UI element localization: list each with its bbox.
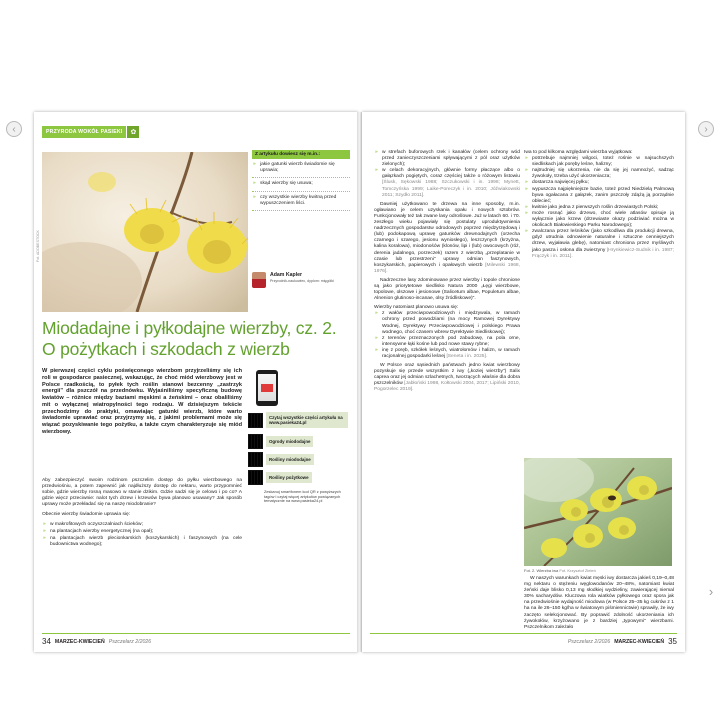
body-paragraph (374, 363, 520, 393)
summary-item: » czy wszystkie wierzby kwitną przed wypuszczeniem liści. (252, 192, 350, 211)
citation: [Seneta i in. 2025]. (446, 354, 488, 359)
author-name: Adam Kapler (270, 272, 302, 278)
article-summary-box (252, 150, 350, 211)
list-item-text: w celach dekoracyjnych, głównie formy płaczące albo o gałązkach pogiętych, coraz częściej także o różowym listowiu (382, 168, 520, 180)
summary-heading: Z artykułu dowiesz się m.in.: (252, 150, 350, 159)
list-intro: Obecnie wierzby świadomie uprawia się: (42, 512, 131, 518)
paragraph-text: W Polsce oraz sąsiednich państwach jedno kwiat wierzbowy pozyskuje się przede wszystkim z iwy („koziej wierzby") Salix caprea oraz jej odmian szlachetnych, tworzących właśnie dla dobra pszczelników (374, 363, 520, 387)
citation: [Jabłoński 1998, Kołtowski 2004, 2017; Lipiński 2010, Pogorzelec 2019]. (374, 381, 520, 393)
caption-credit: Fot. Krzysztof Zieleń (559, 568, 596, 573)
photo-caption (524, 568, 596, 573)
list-item: » z wałów przeciwpowodziowych i międzywala, w ramach ochrony przed powodziami (na mocy Ramowej Dyrektywy Wodnej, Dyrektywy Przeciwpowodziowej i polskiego Prawa wodnego, choć czasem wbrew Dyrektywie Siedliskowej); (374, 311, 520, 335)
body-paragraph: W naszych warunkach kwiat męski iwy dostarcza jakieś 0,19–0,48 mg nektaru o stężeniu węglowodanów 20–48%, natomiast kwiat żeński daje blisko 0,13 mg słodkiej wydzieliny, zawierającej niemal 30% sacharydów. Kluczowa rola wiatków pyłkowego oraz spora jak na przedwiośnie wydajność miodowa (w Polsce 25–35 kg cukrów z 1 ha na ile 26–150 kg/ha w światowym piśmiennictwie) sprawiły, że iwy zaczęto selekcjonować. By poprawić zdolność ukorzeniania ich żywokołów, krzyżowano je z bardziej „typowymi" wierzbami. Pszczelnikom zależało (524, 576, 674, 630)
page-footer-right (568, 637, 677, 646)
qr-caption: Czytaj wszystkie części artykułu na www.pasieka24.pl (266, 412, 348, 428)
right-page (362, 112, 685, 652)
bee-badge-icon: ✿ (127, 126, 139, 138)
body-paragraph: Nadrzeczne lasy zdominowane przez wierzby i topole chronione są jako priorytetowe siedlisko Natura 2000 „Łęgi wierzbowe, topolowe, olszowe i jesionowe (Salicetum albae, Populetum albae, Alnenion glutinoso-incanae, olsy źródliskowe)". (374, 277, 520, 302)
section-label-bar (42, 126, 139, 138)
author-avatar (252, 272, 266, 288)
summary-item: » skąd wierzby się usuwa; (252, 178, 350, 191)
list-item: » kwitnie jako jedna z pierwszych roślin drzewiastych Polski; (524, 205, 674, 211)
list-item: » dostarcza najwięcej pyłku; (524, 180, 674, 186)
list-item: » na plantacjach wierzby energetycznej (na opał); (42, 529, 242, 535)
article-title: Miodadajne i pyłkodajne wierzby, cz. 2. O pożytkach i szkodach z wierzb (42, 318, 337, 359)
next-page-icon[interactable]: › (698, 121, 714, 137)
qr-code-icon (248, 413, 263, 428)
list-item: » w strefach buforowych rzek i kanałów (celem ochrony wód przed zanieczyszczeniami spływającymi z pól oraz użytków zielonych); (374, 150, 520, 168)
list-item: » w makrofitowych oczyszczalniach ścieków; (42, 522, 242, 528)
right-column-2 (524, 150, 674, 263)
article-lead: W pierwszej części cyklu poświęconego wierzbom przyjrzeliśmy się ich roli w gospodarce pasiecznej, wskazując, że choć miód wierzbowy jest w Polsce rzadkością, to pyłek tych roślin stanowi bezcenny „zastrzyk energii" dla pszczół na przednówku. Wyjaśniliśmy specyficzną budowę kwiatów – różnice między baziami męskimi a żeńskimi – oraz obaliliśmy mit o wyłącznej wiatropylności tego rodzaju. W dzisiejszym tekście przechodzimy do praktyki, omawiając gatunki wierzb, które warto świadomie uprawiać oraz przyjrzymy się, z jakimi problemami może się wiązać pozyskiwanie tego pożytku, a także czym charakteryzuje się miód wierzbowy. (42, 368, 242, 435)
summary-item: » jakie gatunki wierzb świadomie się uprawia; (252, 159, 350, 178)
list-intro: Iwa to pod kilkoma względami wierzba wyjątkowa: (524, 150, 633, 155)
footer-divider (42, 633, 350, 634)
paragraph-text: Dawniej użytkowano te drzewa na inne sposoby, m.in. ogławiano je celem uzyskania opału i nowych sztobrów. Funkcjonowały też tak zwane lasy odroślowe. Już w latach 60. i 70. zeszłego wieku pojawiały się postulaty uproduktywnienia nadrzecznych gospodarstw odrodowych poprzez międzyrzędową i (lub) podokapową uprawę gatunków drewnodajnych (orzecha czarnego i szarego, jesionu wyniosłego), leszczynych (krzyżna, kalina koralowa), miodonośów (klonów, lipi i (lub) owocowych (róż, derenia jadalnego, porzeczek) razem z wierzbą „przeplatanie w czasie lub przestrzeni" uprawy odmian faszynowych, koszykarskich, papierowych i opałowych wierzb (374, 201, 520, 268)
body-paragraph (374, 202, 520, 275)
page-number: 34 (42, 637, 51, 646)
magazine-name: Pszczelarz 2/2026 (108, 638, 152, 645)
article-body-left (42, 478, 242, 549)
qr-tag-label: Ogrody miododajne (266, 436, 313, 447)
author-block (252, 272, 334, 288)
author-role: Przyrodnik-naukowiec, dyplom: mięgólki (270, 279, 334, 283)
prev-page-icon[interactable]: ‹ (6, 121, 22, 137)
photo-credit: Fot. ADOBESTOCK (36, 230, 40, 262)
list-item (524, 229, 674, 259)
qr-tag[interactable] (248, 470, 348, 485)
list-item: » najtrudniej się ukorzenia, nie da się jej namnożyć, sadząc żywokoły, trzeba użyć ukorzeniacza; (524, 168, 674, 180)
list-intro: Wierzby natomiast planowo usuwa się: (374, 305, 459, 311)
willow-catkins-photo (42, 152, 248, 312)
caption-text: Fot. 2. Wierzba iwa (524, 568, 559, 573)
qr-note: Zeskanuj smartfonem kod QR z powyższych tagów i czytaj więcej artykułów powiązanych tematycznie na www.pasieka24.pl (264, 489, 341, 504)
citation: [Hrynkiewicz-Sudnik i in. 1987; Frączyk i in. 2011]. (532, 247, 674, 259)
list-item: » wypuszcza najpiękniejsze bazie, toteż przed Niedzielą Palmową bywa ogałacana z gałązek, zanim pszczoły zdążą ją porządnie oblecieć; (524, 187, 674, 205)
list-item (374, 348, 520, 360)
qr-tag[interactable] (248, 452, 348, 467)
smartphone-illustration (256, 370, 278, 406)
qr-tag[interactable] (248, 434, 348, 449)
qr-code-icon (248, 434, 263, 449)
list-item: » potrzebuje najmniej wilgoci, toteż rośnie w najsuchszych siedliskach jak poręby leśne, halizny; (524, 156, 674, 168)
citation: [Ślusk, Sękowski 1988; Szczukowski i in. 1998; Mynett, Tomczyńska 1999; Laike-Poreczyk i in. 2010; Jóźwiakowski 2011; Szydło 2011]. (382, 180, 520, 198)
right-column-2-bottom (524, 576, 674, 631)
section-label: PRZYRODA WOKÓŁ PASIEKI (42, 126, 126, 138)
left-page (34, 112, 358, 652)
issue-month: MARZEC-KWIECIEŃ (54, 638, 105, 645)
right-column-1 (374, 150, 520, 397)
qr-tag-label: Rośliny pożytkowe (266, 472, 312, 483)
list-item-text: inę z poręb, szkółek leśnych, wiatrołomów i halizn, w ramach racjonalnej gospodarki leśnej (382, 347, 520, 359)
list-item-text: zwalczana przez leśników (jako szkodliwa dla produkcji drewna, gdyż utrudnia odnowienie naturalne i sztuczne cenniejszych drzew, wyjaławia glebę), natomiast chroniona przez myśliwych jako pasza i osłona dla zwierzyny (532, 229, 674, 253)
list-item (374, 168, 520, 198)
citation: [Milewski 1968, 1976]. (374, 262, 520, 274)
list-item: » z terenów przeznaczonych pod zabudowę, na pola orne, intensywne łąki kośne lub pod nowe stawy rybne; (374, 336, 520, 348)
qr-tag-label: Rośliny miododajne (266, 454, 314, 465)
issue-month: MARZEC-KWIECIEŃ (614, 638, 665, 645)
list-item: » może rosnąć jako drzewo, choć wiele atlasów opisuje ją wyłącznie jako krzew (drzewiaste okazy podziwiać można w okolicach Białowieskiego Parku Narodowego); (524, 211, 674, 229)
willow-iwa-photo (524, 458, 672, 566)
magazine-name: Pszczelarz 2/2026 (567, 638, 611, 645)
next-page-small-icon[interactable]: › (708, 583, 714, 599)
list-item: » na plantacjach wierzb plecionkarskich (koszykarskich) i faszynowych (na cele budownictwa wodnego); (42, 536, 242, 548)
qr-read-all[interactable] (248, 412, 348, 428)
qr-code-icon (248, 452, 263, 467)
footer-divider (370, 633, 677, 634)
body-paragraph: Aby zabezpieczyć swoim rodzinom pszczelim dostęp do pyłku wierzbowego na przedwiośniu, a potem zapewnić jak najdłuższy dostęp do nektaru, warto przypomnieć sobie, gdzie wierzby rosną masowo w stanie dzikim. Gdzie sadzi się je celowo i po co? A gdzie więcz przeciwnie: nalot tych drzew i krzewów bywa planowo usuwany? Jak sposób uprawy może przekładać się na naszę miodobranie? (42, 478, 242, 508)
page-footer-left (42, 637, 151, 646)
qr-code-icon (248, 470, 263, 485)
page-number: 35 (668, 637, 677, 646)
